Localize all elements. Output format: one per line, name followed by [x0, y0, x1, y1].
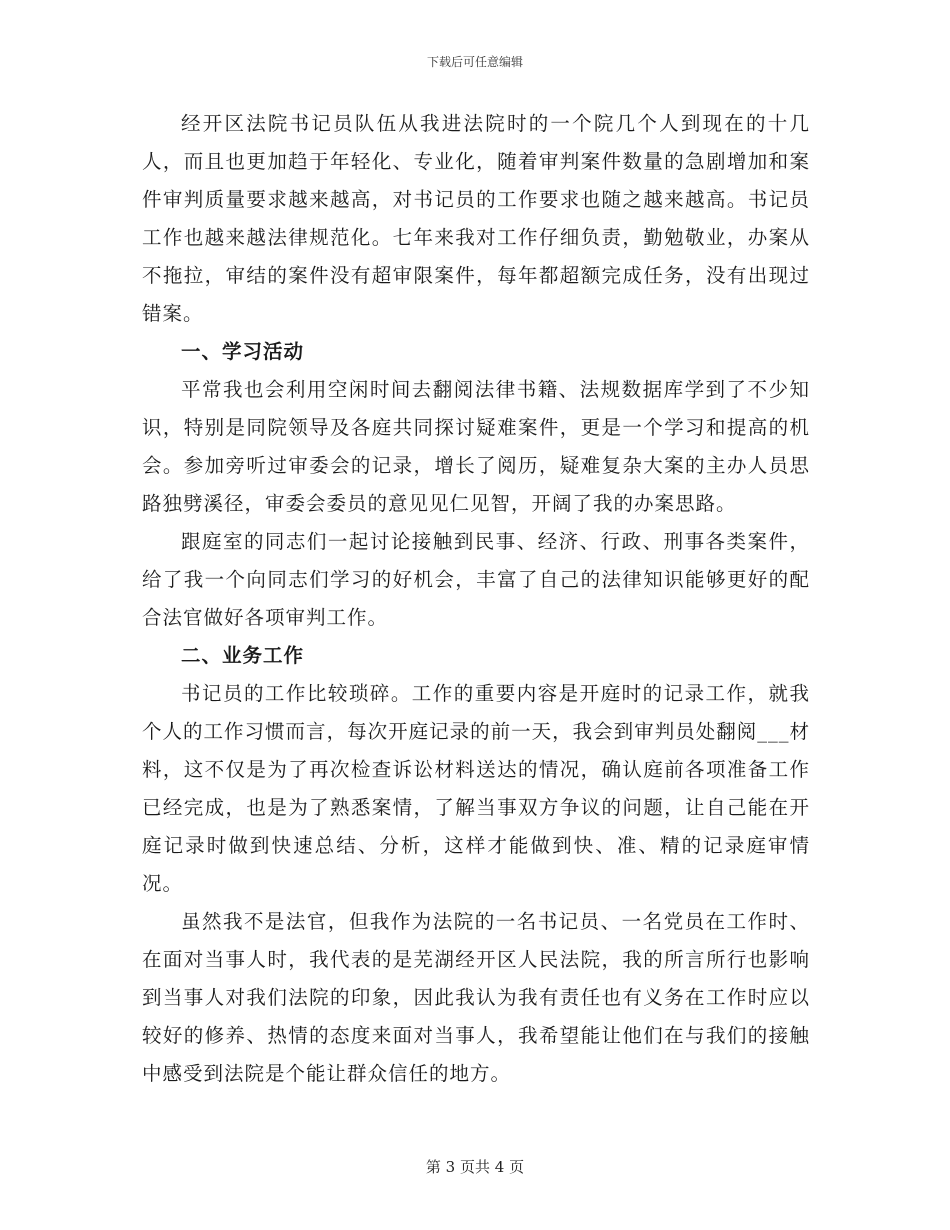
paragraph-work-2: 虽然我不是法官，但我作为法院的一名书记员、一名党员在工作时、在面对当事人时，我代表的是芜湖经开区人民法院，我的所言所行也影响到当事人对我们法院的印象，因此我认为我有责任也有义务在工作时应以较好的修养、热情的态度来面对当事人，我希望能让他们在与我们的接触中感受到法院是个能让群众信任的地方。	[142, 910, 810, 1085]
section-heading-work: 二、业务工作	[181, 644, 305, 667]
paragraph-study-1: 平常我也会利用空闲时间去翻阅法律书籍、法规数据库学到了不少知识，特别是同院领导及各庭共同探讨疑难案件，更是一个学习和提高的机会。参加旁听过审委会的记录，增长了阅历，疑难复杂大案的主办人员思路独劈溪径，审委会委员的意见见仁见智，开阔了我的办案思路。	[142, 378, 810, 515]
paragraph-work-1: 书记员的工作比较琐碎。工作的重要内容是开庭时的记录工作，就我个人的工作习惯而言，每次开庭记录的前一天，我会到审判员处翻阅___材料，这不仅是为了再次检查诉讼材料送达的情况，确认庭前各项准备工作已经完成，也是为了熟悉案情，了解当事双方争议的问题，让自己能在开庭记录时做到快速总结、分析，这样才能做到快、准、精的记录庭审情况。	[142, 682, 810, 895]
document-body	[142, 105, 810, 1093]
paragraph-study-2: 跟庭室的同志们一起讨论接触到民事、经济、行政、刑事各类案件，给了我一个向同志们学习的好机会，丰富了自己的法律知识能够更好的配合法官做好各项审判工作。	[142, 530, 810, 629]
paragraph-intro: 经开区法院书记员队伍从我进法院时的一个院几个人到现在的十几人，而且也更加趋于年轻化、专业化，随着审判案件数量的急剧增加和案件审判质量要求越来越高，对书记员的工作要求也随之越来越高。书记员工作也越来越法律规范化。七年来我对工作仔细负责，勤勉敬业，办案从不拖拉，审结的案件没有超审限案件，每年都超额完成任务，没有出现过错案。	[142, 112, 810, 325]
page-number-footer: 第 3 页共 4 页	[425, 1158, 525, 1176]
section-heading-study: 一、学习活动	[181, 340, 305, 363]
page-header-note: 下载后可任意编辑	[426, 55, 523, 69]
